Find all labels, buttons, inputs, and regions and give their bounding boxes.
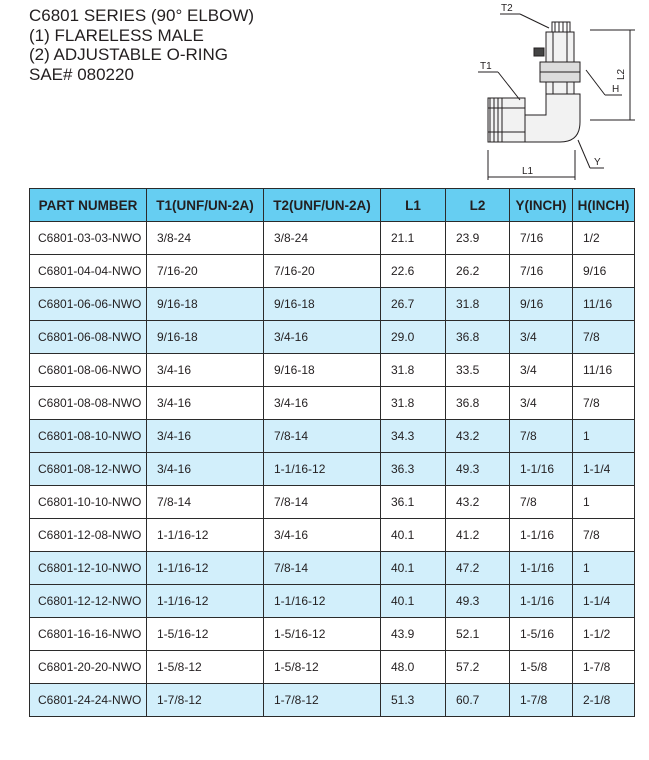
series-header [29,6,254,84]
col-header-t2: T2(UNF/UN-2A) [264,189,381,222]
table-cell: 36.1 [381,486,446,519]
col-header-l1: L1 [381,189,446,222]
table-cell: 3/4-16 [264,519,381,552]
table-cell: C6801-08-10-NWO [30,420,147,453]
table-cell: 1-5/8-12 [264,651,381,684]
table-row [30,255,635,288]
table-cell: 3/4-16 [147,387,264,420]
table-cell: 31.8 [381,387,446,420]
table-cell: 29.0 [381,321,446,354]
table-row [30,585,635,618]
table-cell: 1-5/8 [510,651,573,684]
table-cell: 1 [573,420,635,453]
table-cell: 48.0 [381,651,446,684]
sae-number: SAE# 080220 [29,64,134,84]
table-cell: C6801-03-03-NWO [30,222,147,255]
table-cell: C6801-12-08-NWO [30,519,147,552]
table-cell: 1-5/16-12 [147,618,264,651]
table-cell: 1 [573,486,635,519]
label-h: H [612,84,620,95]
part-spec-table [29,188,635,717]
label-t1: T1 [480,61,492,72]
table-cell: 9/16 [573,255,635,288]
col-header-part-number: PART NUMBER [30,189,147,222]
table-cell: 3/8-24 [147,222,264,255]
table-cell: 7/8 [510,486,573,519]
table-row [30,222,635,255]
table-cell: 43.2 [446,486,510,519]
table-cell: 7/8-14 [147,486,264,519]
series-line-oring: (2) ADJUSTABLE O-RING [29,45,228,64]
table-cell: 49.3 [446,585,510,618]
table-cell: 3/4 [510,387,573,420]
table-cell: 3/4-16 [147,453,264,486]
table-cell: 9/16-18 [147,288,264,321]
table-cell: 1 [573,552,635,585]
table-body [30,222,635,717]
table-cell: 1-7/8-12 [147,684,264,717]
table-cell: 7/16-20 [147,255,264,288]
table-cell: C6801-12-10-NWO [30,552,147,585]
table-cell: 36.8 [446,321,510,354]
table-cell: 60.7 [446,684,510,717]
table-cell: 31.8 [381,354,446,387]
table-cell: C6801-24-24-NWO [30,684,147,717]
table-cell: 47.2 [446,552,510,585]
table-cell: 1-5/16-12 [264,618,381,651]
table-row [30,618,635,651]
table-cell: 1-1/16 [510,453,573,486]
table-row [30,387,635,420]
table-cell: 9/16-18 [264,354,381,387]
table-cell: 40.1 [381,585,446,618]
table-cell: C6801-12-12-NWO [30,585,147,618]
table-cell: 9/16-18 [147,321,264,354]
table-cell: C6801-10-10-NWO [30,486,147,519]
table-cell: C6801-08-12-NWO [30,453,147,486]
table-cell: 57.2 [446,651,510,684]
table-cell: 1-5/8-12 [147,651,264,684]
table-cell: 26.2 [446,255,510,288]
table-cell: 1-1/16-12 [147,585,264,618]
table-row [30,321,635,354]
table-cell: C6801-04-04-NWO [30,255,147,288]
table-cell: C6801-06-08-NWO [30,321,147,354]
table-row [30,486,635,519]
table-row [30,684,635,717]
table-cell: 7/16 [510,222,573,255]
series-title: C6801 SERIES (90° ELBOW) [29,6,255,25]
table-cell: 11/16 [573,288,635,321]
table-cell: 36.3 [381,453,446,486]
table-cell: 7/8-14 [264,486,381,519]
table-cell: 33.5 [446,354,510,387]
table-cell: 1-1/4 [573,585,635,618]
table-cell: 1-1/16-12 [264,453,381,486]
table-cell: 3/8-24 [264,222,381,255]
table-cell: 1-5/16 [510,618,573,651]
label-l2: L2 [616,68,627,80]
table-cell: 3/4 [510,354,573,387]
table-cell: 3/4-16 [264,321,381,354]
table-cell: 1-1/16 [510,585,573,618]
series-line-flareless: (1) FLARELESS MALE [29,25,204,45]
table-cell: 3/4 [510,321,573,354]
table-cell: 7/16-20 [264,255,381,288]
table-row [30,519,635,552]
col-header-h: H(INCH) [573,189,635,222]
table-cell: 1-1/16-12 [147,519,264,552]
table-cell: C6801-20-20-NWO [30,651,147,684]
label-t2: T2 [501,3,513,14]
table-cell: 41.2 [446,519,510,552]
elbow-corner [525,94,580,142]
table-cell: 7/8 [573,321,635,354]
table-cell: 40.1 [381,552,446,585]
table-cell: 2-1/8 [573,684,635,717]
table-cell: 1-1/16 [510,519,573,552]
table-cell: C6801-08-08-NWO [30,387,147,420]
table-row [30,420,635,453]
table-header-row [30,189,635,222]
table-cell: 1-1/4 [573,453,635,486]
table-cell: 7/8-14 [264,552,381,585]
table-cell: 43.2 [446,420,510,453]
table-cell: 1-7/8 [510,684,573,717]
table-cell: 51.3 [381,684,446,717]
table-cell: 49.3 [446,453,510,486]
table-row [30,288,635,321]
table-cell: 22.6 [381,255,446,288]
table-cell: 1/2 [573,222,635,255]
table-cell: 7/8 [510,420,573,453]
table-cell: 11/16 [573,354,635,387]
table-cell: 40.1 [381,519,446,552]
table-cell: 3/4-16 [147,354,264,387]
table-cell: 7/8 [573,387,635,420]
table-row [30,354,635,387]
col-header-l2: L2 [446,189,510,222]
table-cell: 9/16 [510,288,573,321]
table-cell: 1-7/8 [573,651,635,684]
table-cell: C6801-08-06-NWO [30,354,147,387]
table-cell: 3/4-16 [147,420,264,453]
table-cell: 1-7/8-12 [264,684,381,717]
table-cell: C6801-16-16-NWO [30,618,147,651]
table-cell: 1-1/2 [573,618,635,651]
table-cell: 7/8 [573,519,635,552]
table-row [30,651,635,684]
table-cell: 52.1 [446,618,510,651]
table-cell: 23.9 [446,222,510,255]
table-cell: 1-1/16-12 [264,585,381,618]
table-cell: 26.7 [381,288,446,321]
table-cell: 34.3 [381,420,446,453]
table-cell: 3/4-16 [264,387,381,420]
table-cell: 7/8-14 [264,420,381,453]
table-cell: 9/16-18 [264,288,381,321]
table-cell: 1-1/16-12 [147,552,264,585]
table-cell: 21.1 [381,222,446,255]
table-cell: 1-1/16 [510,552,573,585]
col-header-t1: T1(UNF/UN-2A) [147,189,264,222]
table-cell: 31.8 [446,288,510,321]
table-cell: 43.9 [381,618,446,651]
table-cell: 7/16 [510,255,573,288]
col-header-y: Y(INCH) [510,189,573,222]
table-cell: C6801-06-06-NWO [30,288,147,321]
table-row [30,552,635,585]
elbow-fitting-drawing [440,0,649,182]
table-cell: 36.8 [446,387,510,420]
label-y: Y [594,157,601,168]
label-l1: L1 [522,166,534,177]
table-row [30,453,635,486]
o-ring [534,48,544,56]
